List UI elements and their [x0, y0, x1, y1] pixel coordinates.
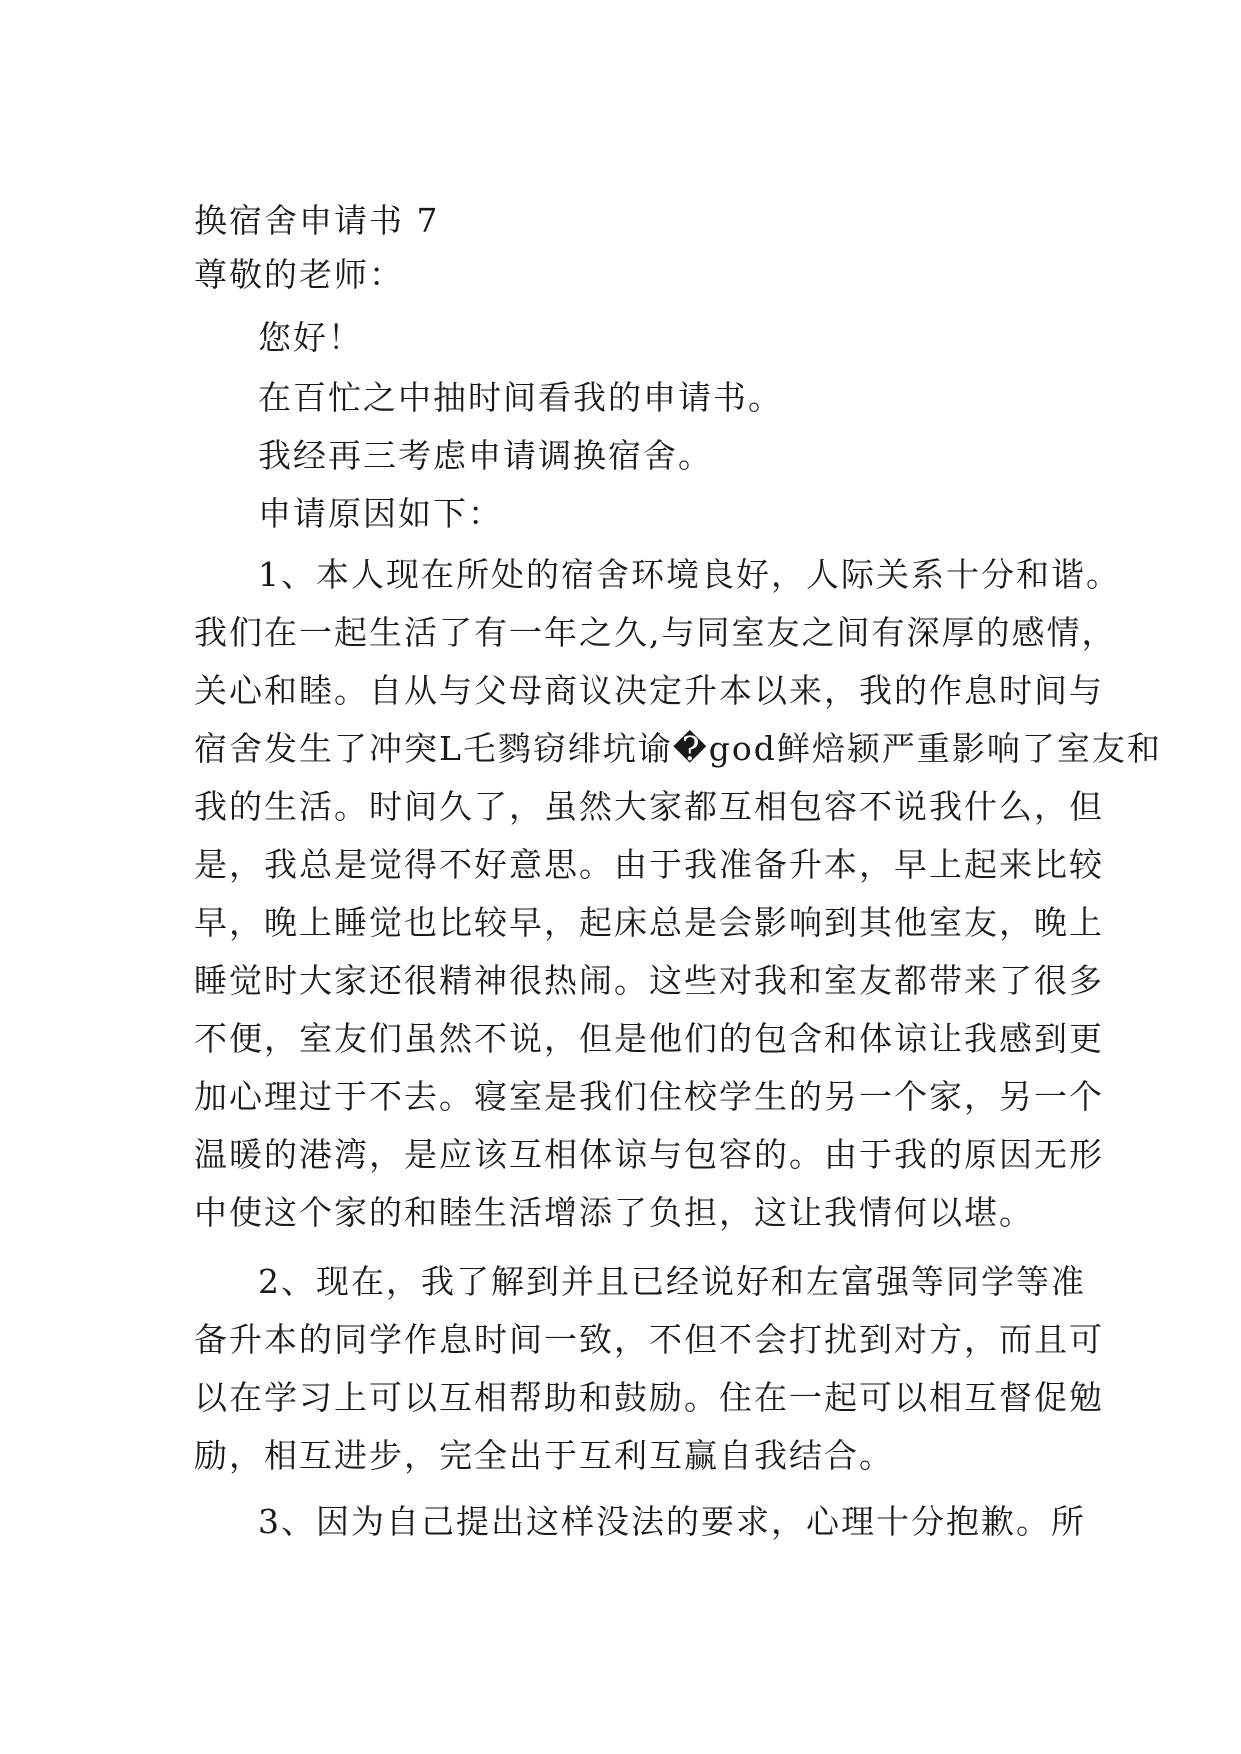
body-line: 加心理过于不去。寝室是我们住校学生的另一个家，另一个 [194, 1077, 1104, 1116]
paragraph-line: 我经再三考虑申请调换宿舍。 [258, 436, 713, 475]
body-line: 早，晚上睡觉也比较早，起床总是会影响到其他室友，晚上 [194, 903, 1104, 942]
body-line: 中使这个家的和睦生活增添了负担，这让我情何以堪。 [194, 1193, 1034, 1232]
greeting: 您好！ [258, 318, 363, 357]
body-line: 励，相互进步，完全出于互利互赢自我结合。 [194, 1436, 894, 1475]
body-line: 1、本人现在所处的宿舍环境良好，人际关系十分和谐。 [258, 555, 1121, 594]
body-line: 我们在一起生活了有一年之久,与同室友之间有深厚的感情， [194, 613, 1117, 652]
paragraph-line: 申请原因如下： [258, 494, 503, 533]
document-title: 换宿舍申请书 7 [194, 201, 440, 240]
body-line: 备升本的同学作息时间一致，不但不会打扰到对方，而且可 [194, 1320, 1104, 1359]
body-line: 不便，室友们虽然不说，但是他们的包含和体谅让我感到更 [194, 1019, 1104, 1058]
salutation: 尊敬的老师： [194, 255, 404, 294]
body-line: 温暖的港湾，是应该互相体谅与包容的。由于我的原因无形 [194, 1135, 1104, 1174]
body-line: 是，我总是觉得不好意思。由于我准备升本，早上起来比较 [194, 845, 1104, 884]
paragraph-line: 在百忙之中抽时间看我的申请书。 [258, 378, 783, 417]
body-line: 关心和睦。自从与父母商议决定升本以来，我的作息时间与 [194, 671, 1104, 710]
body-line: 2、现在，我了解到并且已经说好和左富强等同学等准 [258, 1262, 1086, 1301]
body-line: 3、因为自己提出这样没法的要求，心理十分抱歉。所 [258, 1502, 1086, 1541]
body-line: 睡觉时大家还很精神很热闹。这些对我和室友都带来了很多 [194, 961, 1104, 1000]
body-line: 以在学习上可以互相帮助和鼓励。住在一起可以相互督促勉 [194, 1378, 1104, 1417]
body-line: 宿舍发生了冲突L乇鹨窃绯坑谕�god鲜焙颍严重影响了室友和 [194, 729, 1162, 768]
body-line: 我的生活。时间久了，虽然大家都互相包容不说我什么，但 [194, 787, 1104, 826]
